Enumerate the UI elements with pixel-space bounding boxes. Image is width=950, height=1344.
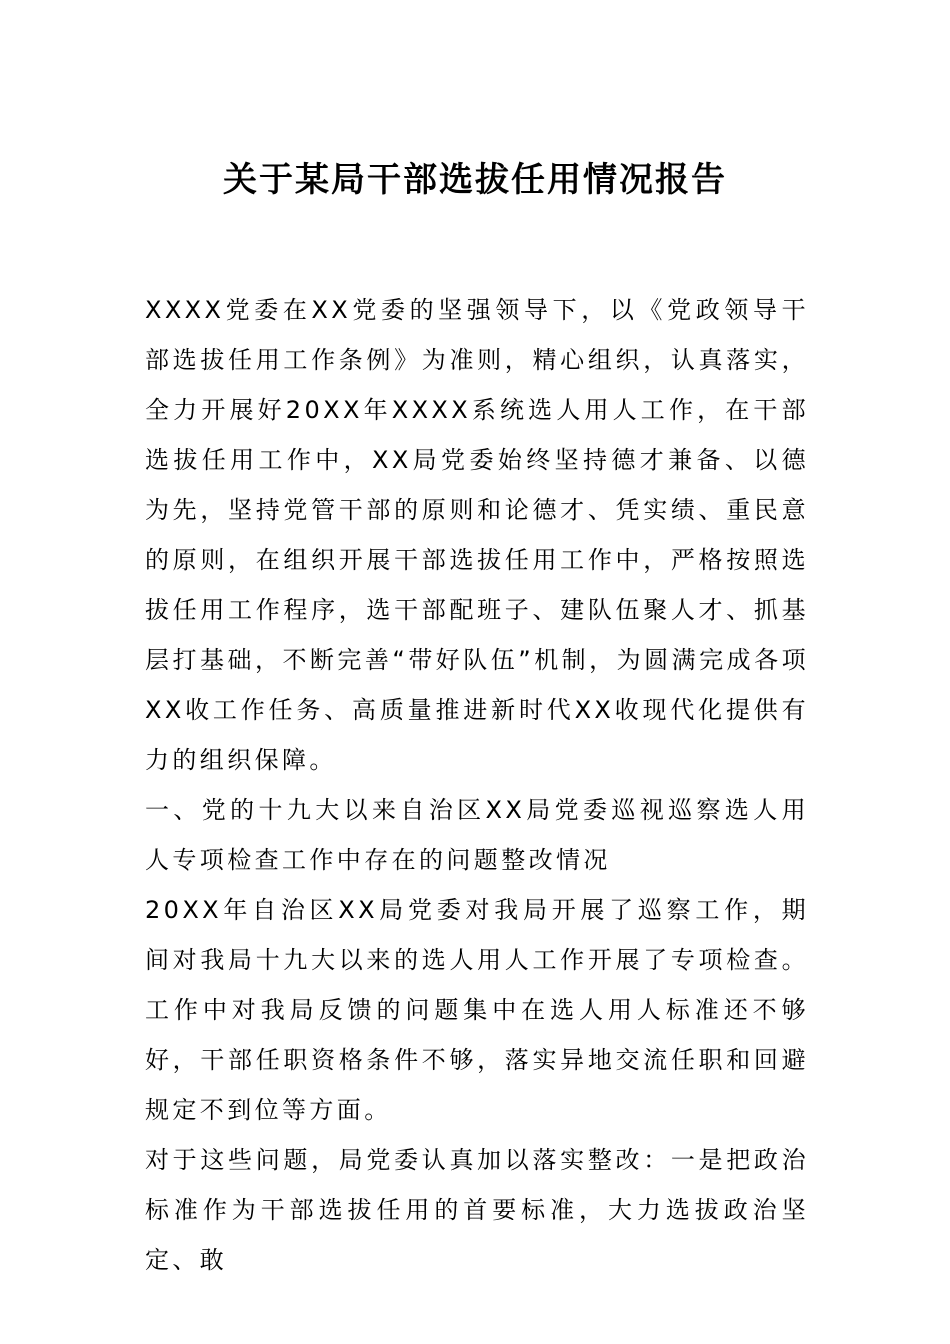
inspection-paragraph: 20XX年自治区XX局党委对我局开展了巡察工作，期间对我局十九大以来的选人用人工作开展了专项检查。工作中对我局反馈的问题集中在选人用人标准还不够好，干部任职资格条件不够，落实异地交流任职和回避规定不到位等方面。 [145, 896, 809, 1124]
document-body [145, 285, 809, 1285]
intro-paragraph: XXXX党委在XX党委的坚强领导下，以《党政领导干部选拔任用工作条例》为准则，精心组织，认真落实，全力开展好20XX年XXXX系统选人用人工作，在干部选拔任用工作中，XX局党委始终坚持德才兼备、以德为先，坚持党管干部的原则和论德才、凭实绩、重民意的原则，在组织开展干部选拔任用工作中，严格按照选拔任用工作程序，选干部配班子、建队伍聚人才、抓基层打基础，不断完善“带好队伍”机制，为圆满完成各项XX收工作任务、高质量推进新时代XX收现代化提供有力的组织保障。 [145, 296, 809, 774]
section-one-heading: 一、党的十九大以来自治区XX局党委巡视巡察选人用人专项检查工作中存在的问题整改情况 [145, 796, 809, 874]
rectification-paragraph: 对于这些问题，局党委认真加以落实整改：一是把政治标准作为干部选拔任用的首要标准，大力选拔政治坚定、敢 [145, 1146, 809, 1274]
document-title: 关于某局干部选拔任用情况报告 [223, 160, 727, 200]
